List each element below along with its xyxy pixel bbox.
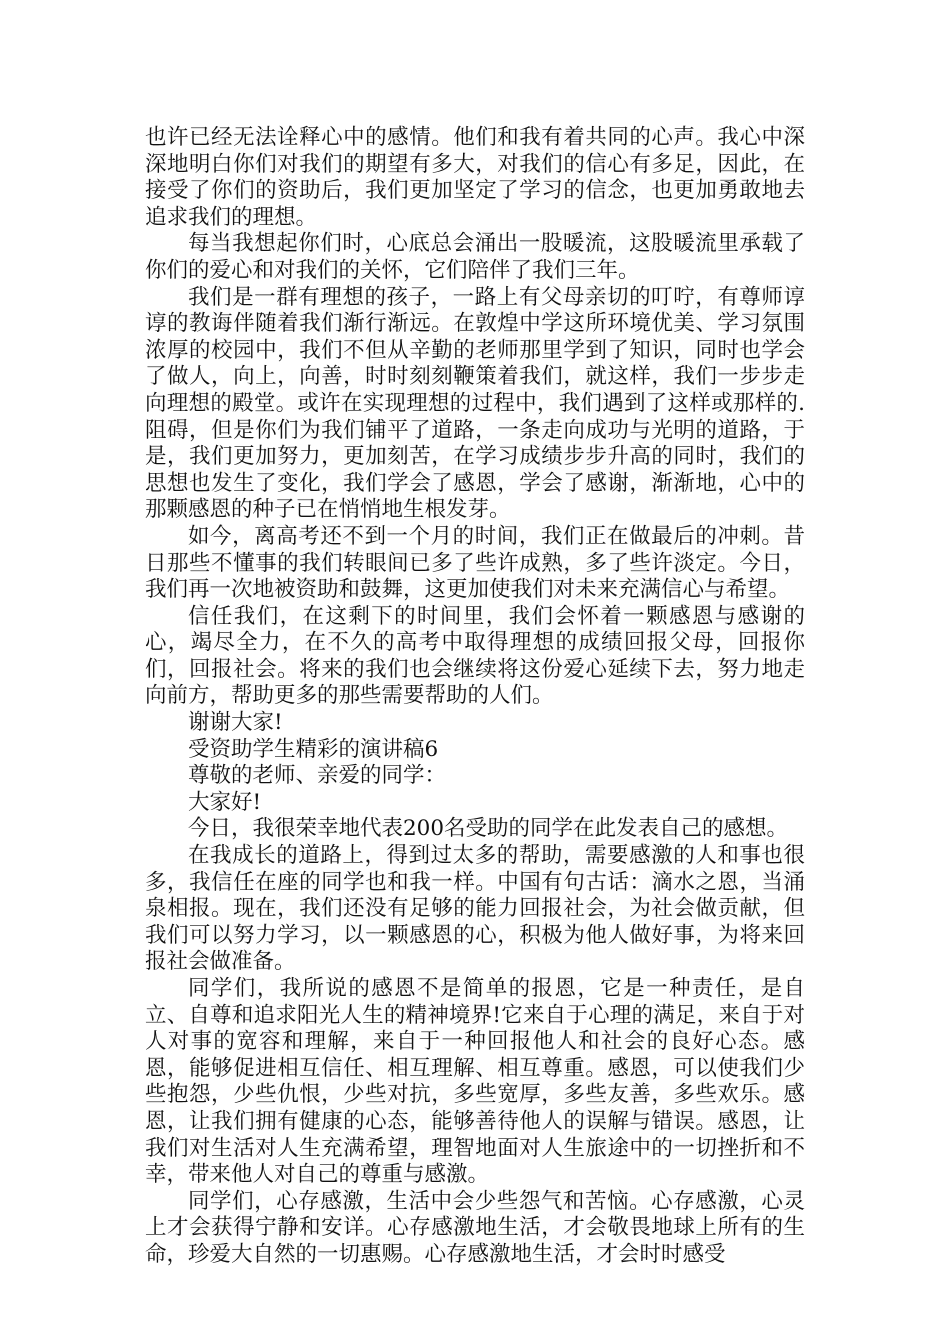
salutation: 尊敬的老师、亲爱的同学： (188, 763, 447, 789)
greeting: 大家好! (188, 789, 262, 815)
paragraph: 我们是一群有理想的孩子，一路上有父母亲切的叮咛，有尊师谆谆的教诲伴随着我们渐行渐远。在敦煌中学这所环境优美、学习氛围浓厚的校园中，我们不但从辛勤的老师那里学到了知识，同时也学会了做人，向上，向善，时时刻刻鞭策着我们，就这样，我们一步步走向理想的殿堂。或许在实现理想的过程中，我们遇到了这样或那样的.阻碍，但是你们为我们铺平了道路，一条走向成功与光明的道路，于是，我们更加努力，更加刻苦，在学习成绩步步升高的同时，我们的思想也发生了变化，我们学会了感恩，学会了感谢，渐渐地，心中的那颗感恩的种子已在悄悄地生根发芽。 (145, 284, 805, 523)
paragraph: 如今，离高考还不到一个月的时间，我们正在做最后的冲刺。昔日那些不懂事的我们转眼间已多了些许成熟，多了些许淡定。今日，我们再一次地被资助和鼓舞，这更加使我们对未来充满信心与希望。 (145, 523, 805, 603)
paragraph: 今日，我很荣幸地代表200名受助的同学在此发表自己的感想。 (188, 816, 789, 842)
paragraph: 同学们，我所说的感恩不是简单的报恩，它是一种责任，是自立、自尊和追求阳光人生的精神境界!它来自于心理的满足，来自于对人对事的宽容和理解，来自于一种回报他人和社会的良好心态。感恩，能够促进相互信任、相互理解、相互尊重。感恩，可以使我们少些抱怨，少些仇恨，少些对抗，多些宽厚，多些友善，多些欢乐。感恩，让我们拥有健康的心态，能够善待他人的误解与错误。感恩，让我们对生活对人生充满希望，理智地面对人生旅途中的一切挫折和不幸，带来他人对自己的尊重与感激。 (145, 976, 805, 1188)
document-page (145, 125, 805, 1269)
closing-thanks: 谢谢大家! (188, 710, 283, 736)
paragraph: 信任我们，在这剩下的时间里，我们会怀着一颗感恩与感谢的心，竭尽全力，在不久的高考中取得理想的成绩回报父母，回报你们，回报社会。将来的我们也会继续将这份爱心延续下去，努力地走向前方，帮助更多的那些需要帮助的人们。 (145, 603, 805, 709)
paragraph: 每当我想起你们时，心底总会涌出一股暖流，这股暖流里承载了你们的爱心和对我们的关怀，它们陪伴了我们三年。 (145, 231, 805, 283)
paragraph: 在我成长的道路上，得到过太多的帮助，需要感激的人和事也很多，我信任在座的同学也和我一样。中国有句古话：滴水之恩，当涌泉相报。现在，我们还没有足够的能力回报社会，为社会做贡献，但我们可以努力学习，以一颗感恩的心，积极为他人做好事，为将来回报社会做准备。 (145, 843, 805, 975)
paragraph: 同学们，心存感激，生活中会少些怨气和苦恼。心存感激，心灵上才会获得宁静和安详。心存感激地生活，才会敬畏地球上所有的生命，珍爱大自然的一切惠赐。心存感激地生活，才会时时感受 (145, 1188, 805, 1267)
section-title: 受资助学生精彩的演讲稿6 (188, 736, 439, 762)
paragraph-continuation: 也许已经无法诠释心中的感情。他们和我有着共同的心声。我心中深深地明白你们对我们的期望有多大，对我们的信心有多足，因此，在接受了你们的资助后，我们更加坚定了学习的信念，也更加勇敢地去追求我们的理想。 (145, 125, 805, 230)
